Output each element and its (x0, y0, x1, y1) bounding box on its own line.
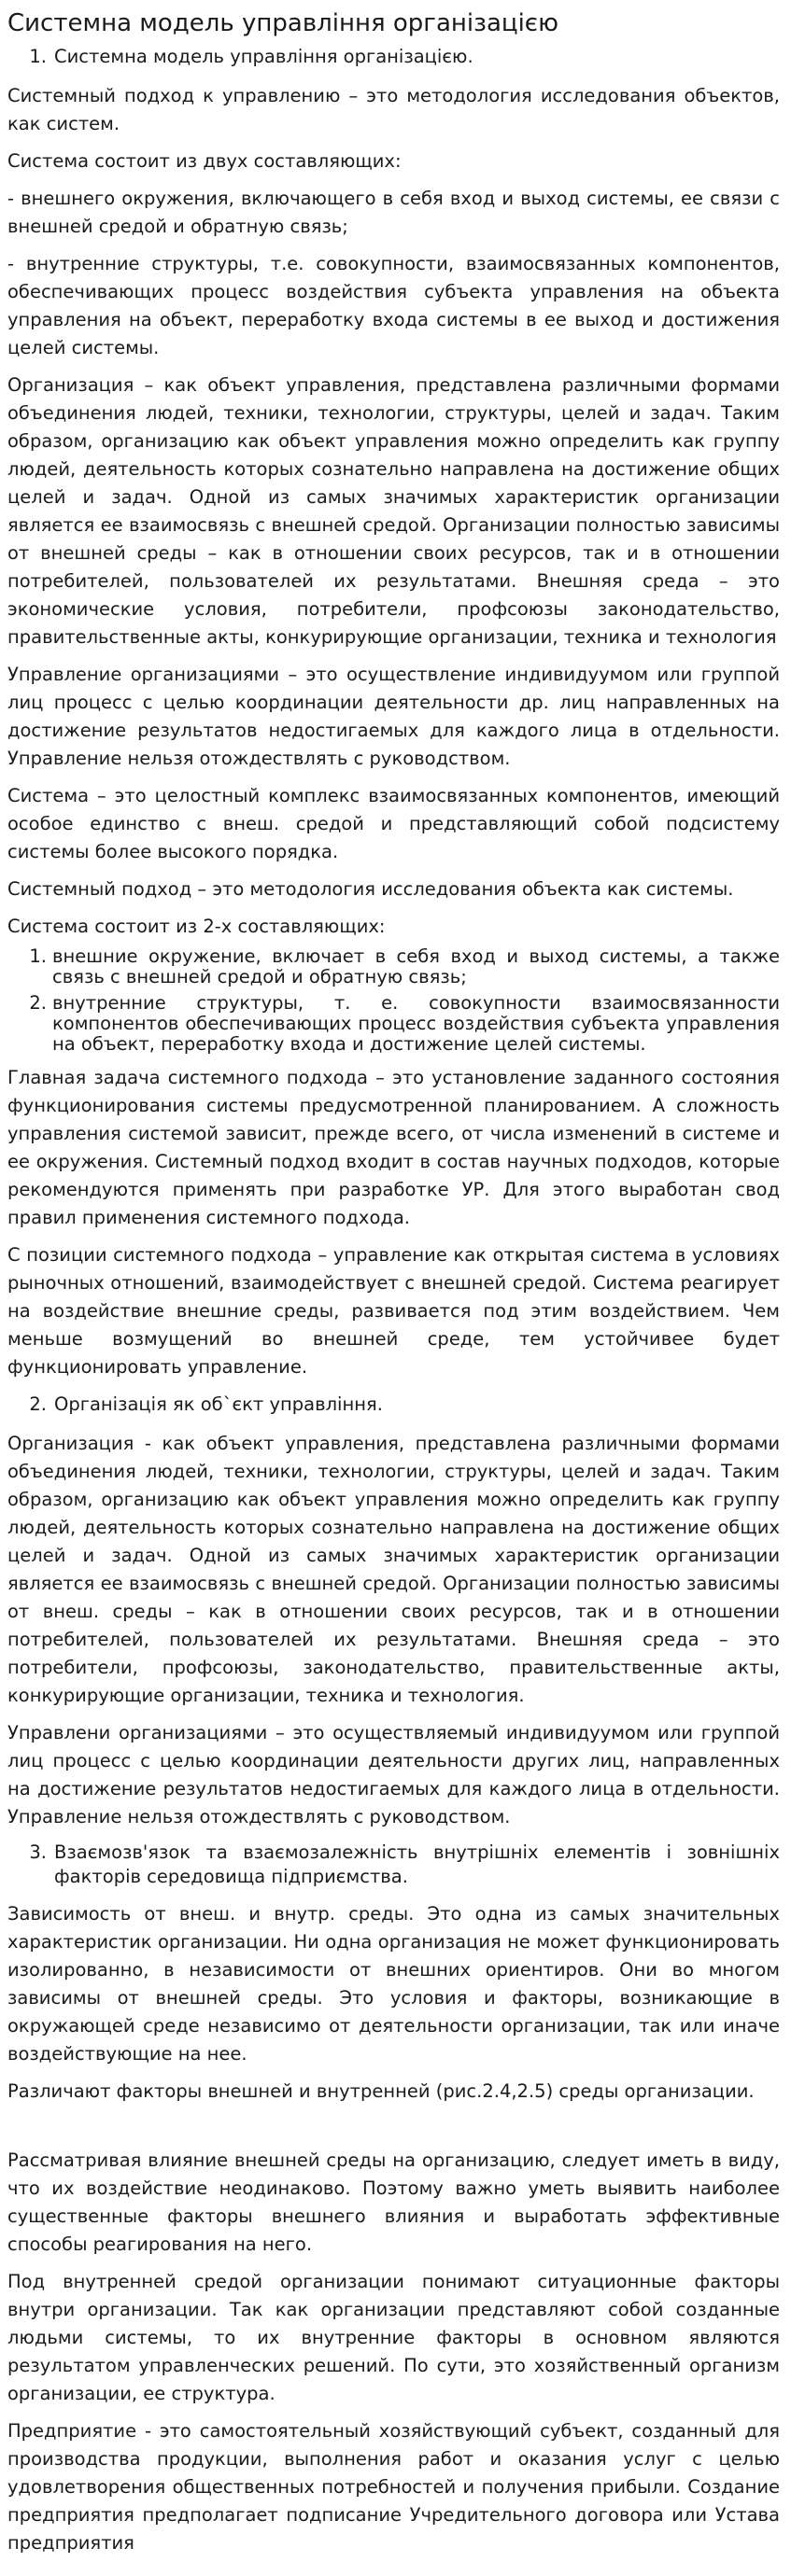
paragraph: Система – это целостный комплекс взаимосвязанных компонентов, имеющий особое единство с внеш. средой и представляющий собой подсистему системы более высокого порядка. (7, 785, 780, 862)
section-number: 3. (29, 1841, 47, 1863)
list-item (7, 946, 780, 987)
paragraph: Системный подход – это методология исследования объекта как системы. (7, 878, 734, 900)
paragraph: Под внутренней средой организации понимают ситуационные факторы внутри организации. Так как организации представляют собой созданные людьми системы, то их внутренние факторы в основном являются результатом управленческих решений. По сути, это хозяйственный организм организации, ее структура. (7, 2271, 780, 2404)
section-heading-3 (7, 1841, 780, 1889)
paragraph: Предприятие - это самостоятельный хозяйствующий субъект, созданный для производства продукции, выполнения работ и оказания услуг с целью удовлетворения общественных потребностей и получения прибыли. Создание предприятия предполагает подписание Учредительного договора или Устава предприятия (7, 2420, 780, 2554)
paragraph: С позиции системного подхода – управление как открытая система в условиях рыночных отношений, взаимодействует с внешней средой. Система реагирует на воздействие внешние среды, развивается под этим воздействием. Чем меньше возмущений во внешней среде, тем устойчивее будет функционировать управление. (7, 1244, 780, 1378)
section-heading-2 (7, 1391, 780, 1419)
paragraph: Различают факторы внешней и внутренней (рис.2.4,2.5) среды организации. (7, 2080, 755, 2102)
section-title: Взаємозв'язок та взаємозалежність внутрішніх елементів і зовнішніх факторів середовища підприємства. (54, 1841, 780, 1887)
paragraph: Управление организациями – это осуществление индивидуумом или группой лиц процесс с целью координации деятельности др. лиц направленных на достижение результатов недостигаемых для каждого лица в отдельности. Управление нельзя отождествлять с руководством. (7, 664, 780, 769)
paragraph: Зависимость от внеш. и внутр. среды. Это одна из самых значительных характеристик организации. Ни одна организация не может функционировать изолированно, в независимости от внешних ориентиров. Они во многом зависимы от внешней среды. Это условия и факторы, возникающие в окружающей среде независимо от деятельности организации, так или иначе воздействующие на нее. (7, 1903, 780, 2065)
list-item (7, 993, 780, 1055)
document-title: Системна модель управління організацією (7, 9, 558, 37)
section-title: Системна модель управління організацією. (54, 46, 473, 67)
list-item-text: внешние окружение, включает в себя вход и выход системы, а также связь с внешней средой и обратную связь; (52, 945, 780, 987)
paragraph: - внутренние структуры, т.е. совокупности, взаимосвязанных компонентов, обеспечивающих процесс воздействия субъекта управления на объекта управления на объект, переработку входа системы в ее выход и достижения целей системы. (7, 253, 780, 358)
paragraph: Управлени организациями – это осуществляемый индивидуумом или группой лиц процесс с целью координации деятельности других лиц, направленных на достижение результатов недостигаемых для каждого лица в отдельности. Управление нельзя отождествлять с руководством. (7, 1722, 780, 1827)
paragraph: Система состоит из 2-х составляющих: (7, 916, 386, 937)
paragraph: Система состоит из двух составляющих: (7, 150, 402, 172)
paragraph: - внешнего окружения, включающего в себя вход и выход системы, ее связи с внешней средой и обратную связь; (7, 188, 780, 237)
paragraph: Организация - как объект управления, представлена различными формами объединения людей, техники, технологии, структуры, целей и задач. Таким образом, организацию как объект управления можно определить как группу людей, деятельность которых сознательно направлена на достижение общих целей и задач. Одной из самых значимых характеристик организации является ее взаимосвязь с внешней средой. Организации полностью зависимы от внеш. среды – как в отношении своих ресурсов, так и в отношении потребителей, пользователей их результатами. Внешняя среда – это потребители, профсоюзы, законодательство, правительственные акты, конкурирующие организации, техника и технология. (7, 1433, 780, 1706)
blank-gap (7, 2115, 780, 2147)
list-item-text: внутренние структуры, т. е. совокупности взаимосвязанности компонентов обеспечивающих процесс воздействия субъекта управления на объект, переработку входа и достижение целей системы. (52, 992, 780, 1055)
list-item-number: 2. (29, 992, 47, 1014)
components-list (7, 946, 780, 1055)
paragraph: Системный подход к управлению – это методология исследования объектов, как систем. (7, 85, 780, 134)
paragraph: Главная задача системного подхода – это установление заданного состояния функционирования системы предусмотренной планированием. А сложность управления системой зависит, прежде всего, от числа изменений в системе и ее окружения. Системный подход входит в состав научных подходов, которые рекомендуются применять при разработке УР. Для этого выработан свод правил применения системного подхода. (7, 1067, 780, 1228)
section-number: 2. (29, 1393, 47, 1415)
paragraph: Организация – как объект управления, представлена различными формами объединения людей, техники, технологии, структуры, целей и задач. Таким образом, организацию как объект управления можно определить как группу людей, деятельность которых сознательно направлена на достижение общих целей и задач. Одной из самых значимых характеристик организации является ее взаимосвязь с внешней средой. Организации полностью зависимы от внешней среды – как в отношении своих ресурсов, так и в отношении потребителей, пользователей их результатами. Внешняя среда – это экономические условия, потребители, профсоюзы законодательство, правительственные акты, конкурирующие организации, техника и технология (7, 374, 780, 648)
section-title: Організація як об`єкт управління. (54, 1393, 383, 1415)
section-number: 1. (29, 46, 47, 67)
list-item-number: 1. (29, 945, 47, 967)
paragraph: Рассматривая влияние внешней среды на организацию, следует иметь в виду, что их воздействие неодинаково. Поэтому важно уметь выявить наиболее существенные факторы внешнего влияния и выработать эффективные способы реагирования на него. (7, 2149, 780, 2255)
section-heading-1 (7, 43, 780, 71)
